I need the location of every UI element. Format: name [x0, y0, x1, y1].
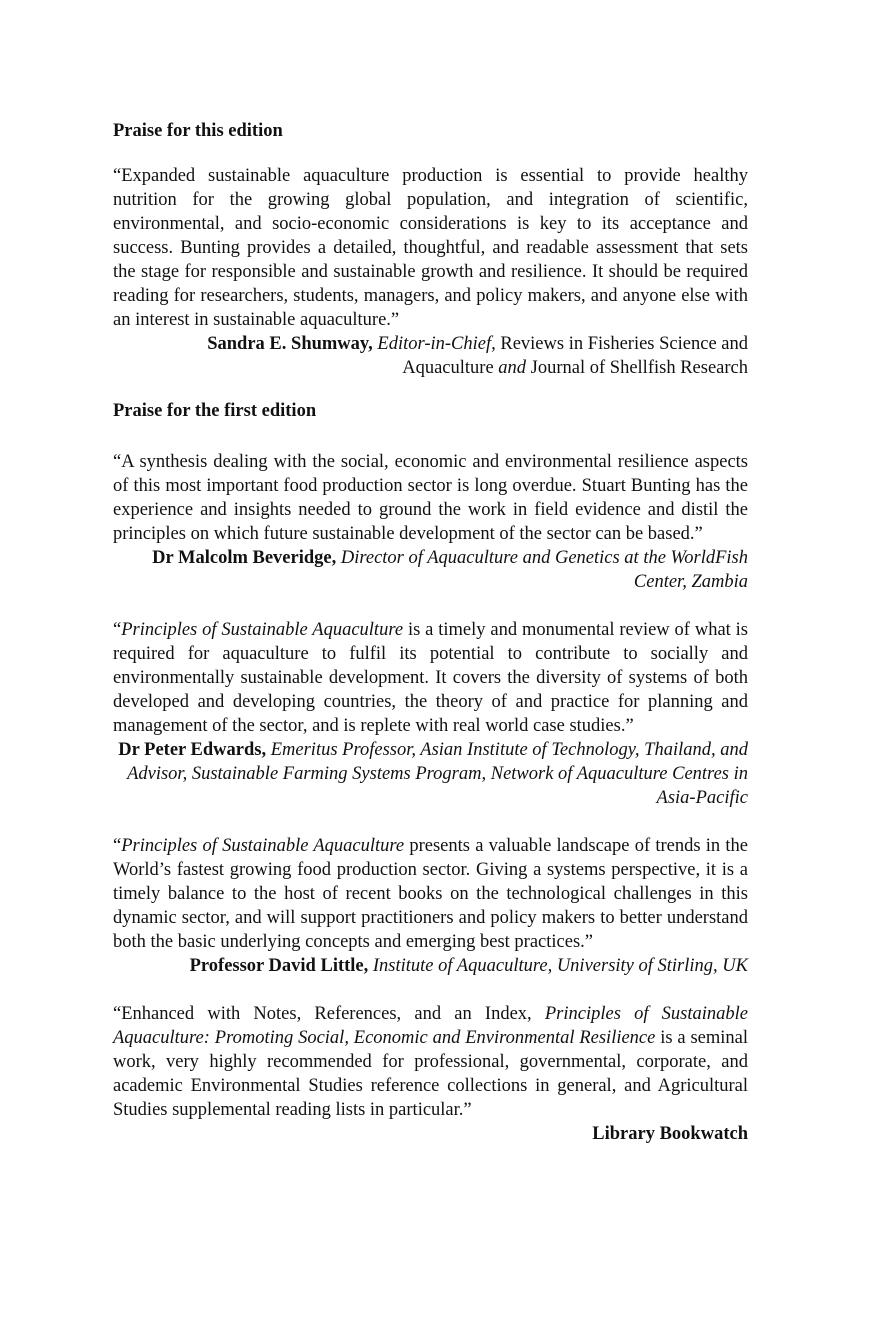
attribution-and: and [498, 358, 527, 378]
quote-shumway: “Expanded sustainable aquaculture production is essential to provide healthy nutrition for the growing global population, and integration of scientific, environmental, and socio-economic considerations is key to its acceptance and success. Bunting provides a detailed, thoughtful, and readable assessment that sets the stage for responsible and sustainable growth and resilience. It should be required reading for researchers, students, managers, and policy makers, and anyone else with an interest in sustainable aquaculture.” [113, 166, 748, 330]
attribution-name: Sandra E. Shumway, [207, 334, 373, 354]
quote-lead: “Enhanced with Notes, References, and an Index, [113, 1004, 532, 1024]
attribution-role: Emeritus Professor, Asian Institute of Technology, Thailand, and Advisor, Sustainable Farming Systems Program, Network of Aquaculture Centres in Asia-Pacific [127, 740, 748, 808]
attribution-name: Professor David Little, [189, 956, 369, 976]
book-title: Principles of Sustainable Aquaculture [121, 836, 405, 856]
attribution-role: Director of Aquaculture and Genetics at the WorldFish Center, Zambia [340, 548, 748, 592]
attribution-name: Dr Peter Edwards, [118, 740, 267, 760]
attribution-shumway [113, 332, 748, 380]
quote-edwards [113, 618, 748, 738]
attribution-edwards [113, 738, 748, 810]
quote-library-bookwatch [113, 1002, 748, 1122]
quote-little [113, 834, 748, 954]
open-quote-mark: “ [113, 620, 122, 640]
quote-text: is a timely and monumental review of what is required for aquaculture to fulfil its potential to contribute to socially and environmentally sustainable development. It covers the diversity of systems of both developed and developing countries, the theory of and practice for planning and management of the sector, and is replete with real world case studies.” [113, 620, 749, 736]
section-heading-first-edition: Praise for the first edition [113, 401, 317, 421]
quote-text: is a seminal work, very highly recommended for professional, governmental, corporate, and academic Environmental Studies reference collections in general, and Agricultural Studies supplemental reading lists in particular.” [113, 1028, 749, 1120]
attribution-beveridge [113, 546, 748, 594]
attribution-name: Dr Malcolm Beveridge, [152, 548, 337, 568]
attribution-role: Editor-in-Chief, [377, 334, 496, 354]
attribution-org2: Journal of Shellfish Research [530, 358, 748, 378]
section-heading-this-edition: Praise for this edition [113, 121, 283, 141]
attribution-name: Library Bookwatch [592, 1124, 748, 1144]
quote-beveridge: “A synthesis dealing with the social, economic and environmental resilience aspects of this most important food production sector is long overdue. Stuart Bunting has the experience and insights needed to ground the work in field evidence and distil the principles on which future sustainable development of the sector can be based.” [113, 452, 748, 544]
praise-page [113, 119, 748, 1146]
quote-text: presents a valuable landscape of trends in the World’s fastest growing food production sector. Giving a systems perspective, it is a timely balance to the host of recent books on the technological challenges in this dynamic sector, and will support practitioners and policy makers to better understand both the basic underlying concepts and emerging best practices.” [113, 836, 748, 952]
attribution-library-bookwatch [113, 1122, 748, 1146]
attribution-org1: Reviews in Fisheries Science and Aquaculture [402, 334, 748, 378]
book-title: Principles of Sustainable Aquaculture: Promoting Social, Economic and Environmental Resilience [113, 1004, 749, 1048]
open-quote-mark: “ [113, 836, 122, 856]
attribution-role: Institute of Aquaculture, University of Stirling, UK [372, 956, 748, 976]
book-title: Principles of Sustainable Aquaculture [121, 620, 404, 640]
attribution-little [113, 954, 748, 978]
